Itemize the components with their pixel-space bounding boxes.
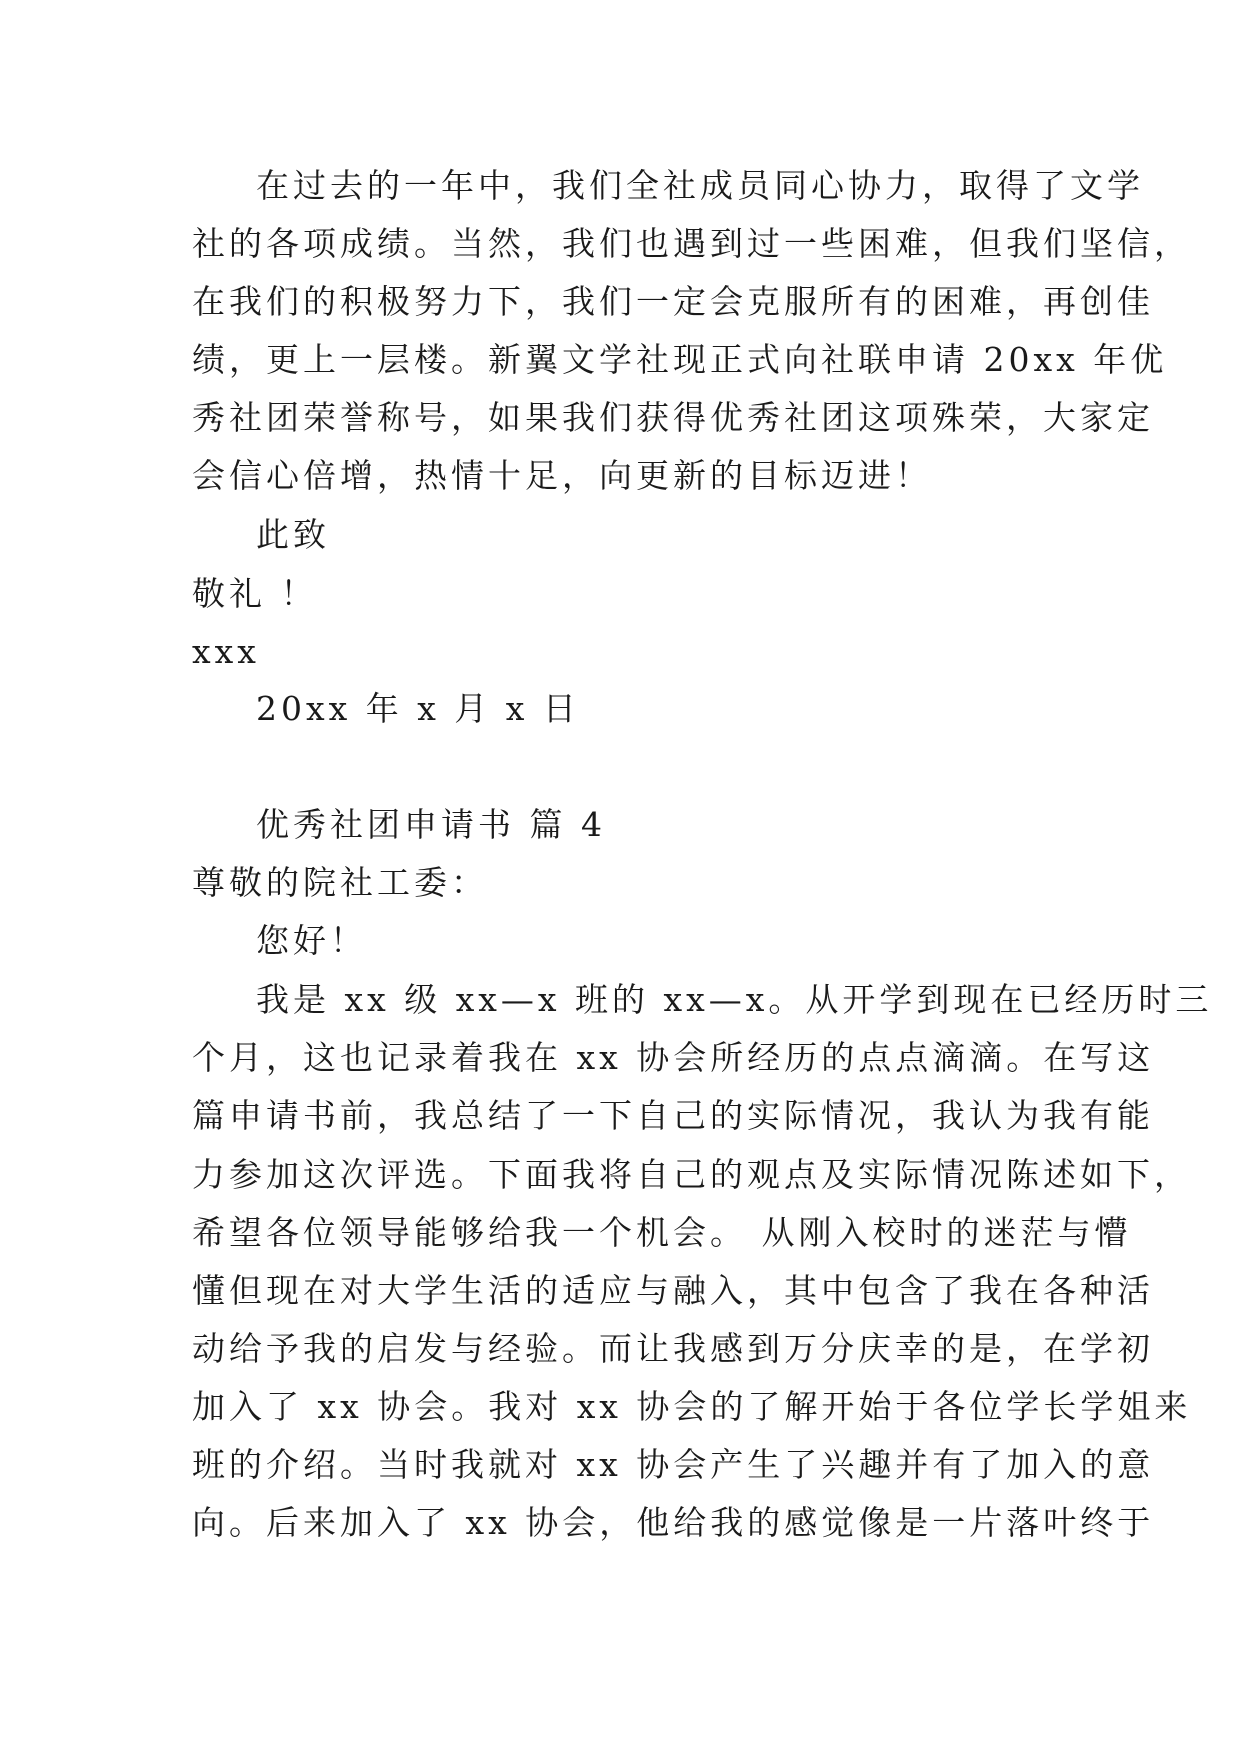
- paragraph-line: 懂但现在对大学生活的适应与融入，其中包含了我在各种活: [192, 1271, 1154, 1310]
- date-line: 20xx 年 x 月 x 日: [256, 689, 580, 728]
- paragraph-line: 个月，这也记录着我在 xx 协会所经历的点点滴滴。在写这: [192, 1038, 1155, 1077]
- paragraph-line: 绩，更上一层楼。新翼文学社现正式向社联申请 20xx 年优: [192, 340, 1168, 379]
- salutation: 尊敬的院社工委：: [192, 863, 488, 902]
- paragraph-line: 加入了 xx 协会。我对 xx 协会的了解开始于各位学长学姐来: [192, 1387, 1192, 1426]
- paragraph-line: 篇申请书前，我总结了一下自己的实际情况，我认为我有能: [192, 1096, 1154, 1135]
- paragraph-line: 希望各位领导能够给我一个机会。 从刚入校时的迷茫与懵: [192, 1213, 1132, 1252]
- paragraph-line: 在我们的积极努力下，我们一定会克服所有的困难，再创佳: [192, 282, 1154, 321]
- paragraph-line: 我是 xx 级 xx—x 班的 xx—x。从开学到现在已经历时三: [256, 980, 1213, 1019]
- paragraph-line: 社的各项成绩。当然，我们也遇到过一些困难，但我们坚信，: [192, 224, 1191, 263]
- signature: xxx: [192, 632, 260, 671]
- section-title: 优秀社团申请书 篇 4: [256, 805, 606, 844]
- paragraph-line: 向。后来加入了 xx 协会，他给我的感觉像是一片落叶终于: [192, 1503, 1155, 1542]
- paragraph-line: 班的介绍。当时我就对 xx 协会产生了兴趣并有了加入的意: [192, 1445, 1155, 1484]
- closing-regards: 敬礼 ！: [192, 574, 318, 613]
- paragraph-line: 秀社团荣誉称号，如果我们获得优秀社团这项殊荣，大家定: [192, 398, 1154, 437]
- closing-line: 此致: [256, 515, 330, 554]
- paragraph-line: 在过去的一年中，我们全社成员同心协力，取得了文学: [256, 166, 1144, 205]
- paragraph-line: 会信心倍增，热情十足，向更新的目标迈进！: [192, 456, 932, 495]
- greeting: 您好！: [256, 921, 367, 960]
- paragraph-line: 动给予我的启发与经验。而让我感到万分庆幸的是，在学初: [192, 1329, 1154, 1368]
- paragraph-line: 力参加这次评选。下面我将自己的观点及实际情况陈述如下，: [192, 1155, 1191, 1194]
